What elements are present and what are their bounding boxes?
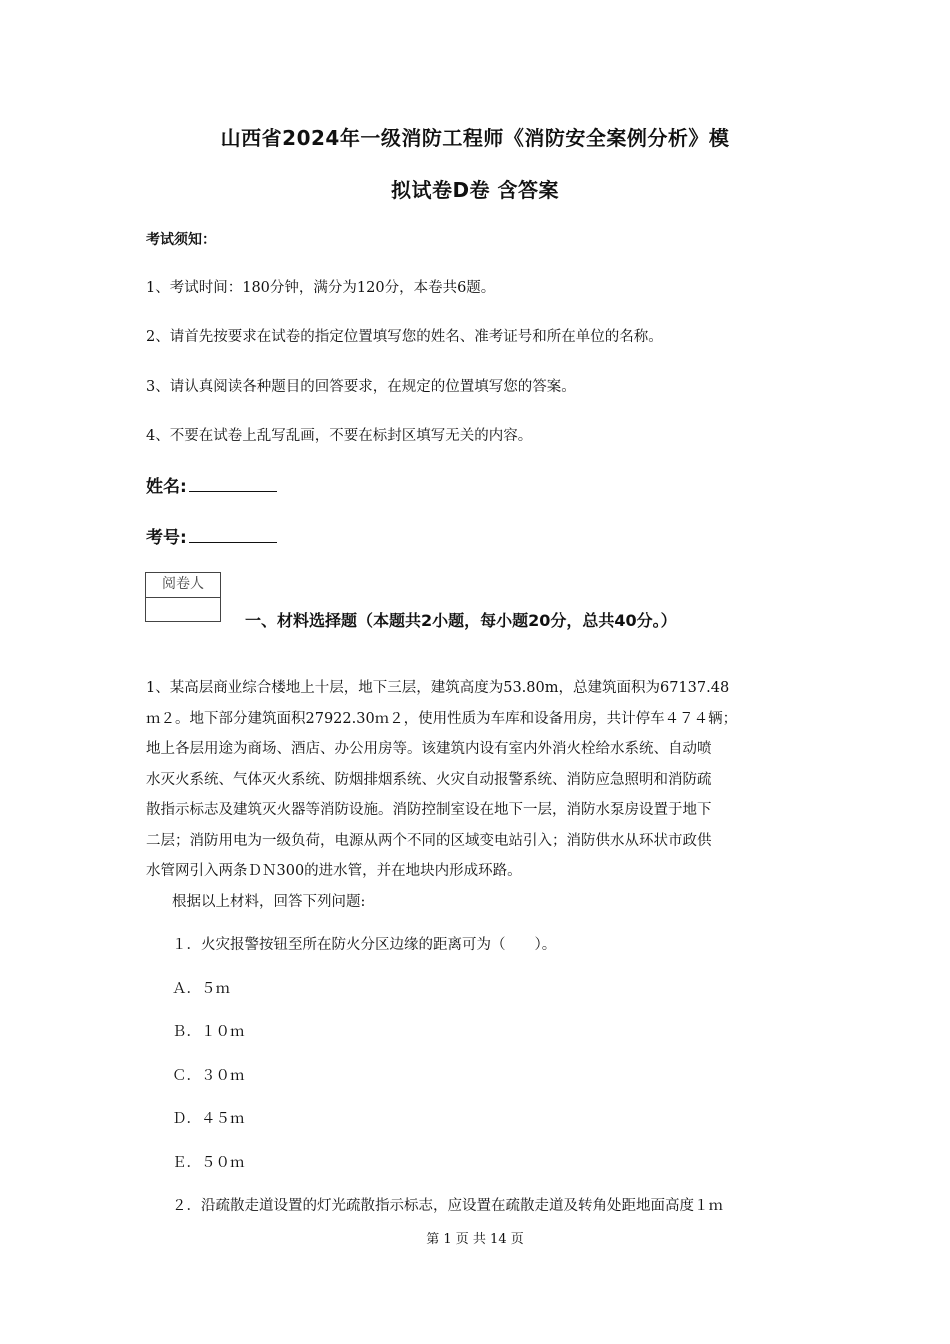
notice-2: 2、请首先按要求在试卷的指定位置填写您的姓名、准考证号和所在单位的名称。 [146,329,663,345]
notice-heading: 考试须知： [146,232,216,248]
q1-option-d[interactable]: Ｄ．４５ｍ [172,1111,245,1127]
material-line: ｍ２。地下部分建筑面积27922.30ｍ２，使用性质为车库和设备用房，共计停车４７４辆； [146,710,738,727]
reviewer-label: 阅卷人 [146,573,220,598]
notice-4: 4、不要在试卷上乱写乱画，不要在标封区填写无关的内容。 [146,428,533,444]
material-paragraph [146,673,814,887]
page-footer: 第 1 页 共 14 页 [426,1232,524,1247]
material-line: 1、某高层商业综合楼地上十层，地下三层，建筑高度为53.80m，总建筑面积为67137.48 [146,680,730,696]
exam-id-blank[interactable] [189,528,277,543]
notice-3: 3、请认真阅读各种题目的回答要求，在规定的位置填写您的答案。 [146,379,576,395]
q1-option-c[interactable]: Ｃ．３０ｍ [172,1068,245,1084]
q1-option-b[interactable]: Ｂ．１０ｍ [172,1024,245,1040]
material-line: 水管网引入两条ＤＮ300的进水管，并在地块内形成环路。 [146,863,522,879]
name-label: 姓名: [146,477,187,497]
section-title: 一、材料选择题（本题共2小题，每小题20分，总共40分。） [245,611,677,630]
material-line: 水灭火系统、气体灭火系统、防烟排烟系统、火灾自动报警系统、消防应急照明和消防疏 [146,771,712,788]
q1-option-a[interactable]: Ａ．５ｍ [172,981,230,997]
notice-1: 1、考试时间：180分钟，满分为120分，本卷共6题。 [146,280,496,296]
title-line-2: 拟试卷D卷 含答案 [390,178,560,202]
question-1: １．火灾报警按钮至所在防火分区边缘的距离可为（ ）。 [172,937,557,953]
name-field[interactable] [146,472,277,497]
material-line: 地上各层用途为商场、酒店、办公用房等。该建筑内设有室内外消火栓给水系统、自动喷 [146,741,712,757]
material-line: 二层；消防用电为一级负荷，电源从两个不同的区域变电站引入；消防供水从环状市政供 [146,832,712,849]
q1-option-e[interactable]: Ｅ．５０ｍ [172,1155,245,1171]
title-line-1: 山西省2024年一级消防工程师《消防安全案例分析》模 [220,126,730,150]
exam-id-label: 考号: [146,528,187,548]
question-prompt: 根据以上材料，回答下列问题: [172,894,366,910]
material-line: 散指示标志及建筑灭火器等消防设施。消防控制室设在地下一层，消防水泵房设置于地下 [146,802,712,818]
exam-id-field[interactable] [146,523,277,548]
name-blank[interactable] [189,477,277,492]
question-2: ２．沿疏散走道设置的灯光疏散指示标志，应设置在疏散走道及转角处距地面高度１ｍ [172,1198,723,1214]
reviewer-box [145,572,221,622]
